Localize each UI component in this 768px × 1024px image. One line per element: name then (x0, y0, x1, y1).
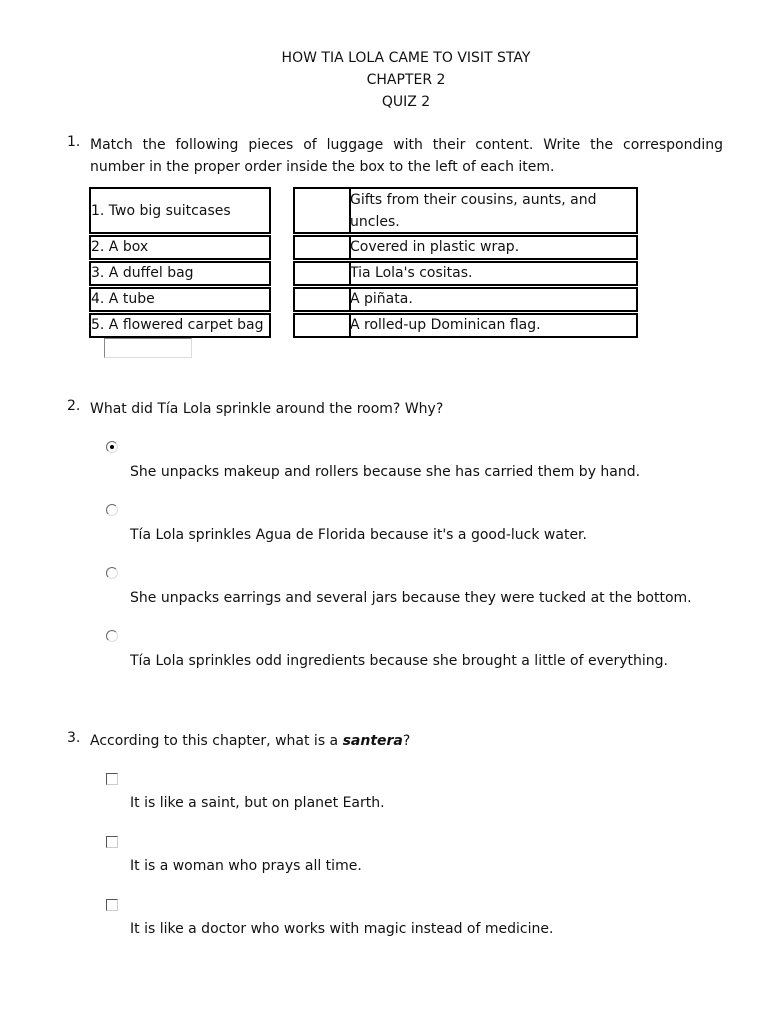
content-item: Covered in plastic wrap. (350, 239, 520, 255)
question-1-number: 1. (67, 134, 81, 150)
question-3-text (90, 730, 410, 752)
luggage-item: 3. A duffel bag (91, 265, 194, 281)
quiz-title: HOW TIA LOLA CAME TO VISIT STAY (281, 50, 531, 66)
luggage-item: 4. A tube (91, 291, 155, 307)
answer-box-2[interactable] (293, 235, 351, 260)
radio-option-label: She unpacks makeup and rollers because she has carried them by hand. (130, 464, 641, 480)
question-2-number: 2. (67, 398, 81, 414)
question-3-term: santera (342, 733, 403, 749)
radio-option-2[interactable] (106, 504, 118, 516)
content-item: A rolled-up Dominican flag. (350, 317, 541, 333)
content-item-line1: Gifts from their cousins, aunts, and (350, 192, 597, 208)
extra-answer-field[interactable] (104, 338, 192, 358)
checkbox-option-2[interactable] (106, 836, 118, 848)
quiz-number-title: QUIZ 2 (381, 94, 431, 110)
question-3-number: 3. (67, 730, 81, 746)
checkbox-option-label: It is like a saint, but on planet Earth. (130, 795, 385, 811)
question-2-text: What did Tía Lola sprinkle around the room? Why? (90, 401, 444, 417)
radio-option-label: Tía Lola sprinkles Agua de Florida because it's a good-luck water. (130, 527, 587, 543)
radio-option-label: Tía Lola sprinkles odd ingredients because she brought a little of everything. (130, 653, 668, 669)
content-item-line2: uncles. (350, 214, 400, 230)
checkbox-option-3[interactable] (106, 899, 118, 911)
answer-box-1[interactable] (293, 187, 351, 234)
answer-box-4[interactable] (293, 287, 351, 312)
checkbox-option-label: It is a woman who prays all time. (130, 858, 362, 874)
answer-box-5[interactable] (293, 313, 351, 338)
question-1-text (90, 134, 723, 178)
luggage-item: 2. A box (91, 239, 149, 255)
radio-option-1[interactable] (106, 441, 118, 453)
question-1-text-line2: number in the proper order inside the box to the left of each item. (90, 159, 555, 175)
radio-option-label: She unpacks earrings and several jars because they were tucked at the bottom. (130, 590, 692, 606)
content-item: Tia Lola's cositas. (350, 265, 473, 281)
content-item: A piñata. (350, 291, 413, 307)
question-1-text-line1: Match the following pieces of luggage with their content. Write the corresponding (90, 137, 723, 153)
question-3-text-before: According to this chapter, what is a (90, 733, 343, 749)
radio-option-3[interactable] (106, 567, 118, 579)
question-3-text-after: ? (402, 733, 411, 749)
radio-option-4[interactable] (106, 630, 118, 642)
checkbox-option-label: It is like a doctor who works with magic instead of medicine. (130, 921, 554, 937)
luggage-item: 5. A flowered carpet bag (91, 317, 264, 333)
luggage-item: 1. Two big suitcases (91, 203, 231, 219)
chapter-title: CHAPTER 2 (366, 72, 446, 88)
answer-box-3[interactable] (293, 261, 351, 286)
checkbox-option-1[interactable] (106, 773, 118, 785)
